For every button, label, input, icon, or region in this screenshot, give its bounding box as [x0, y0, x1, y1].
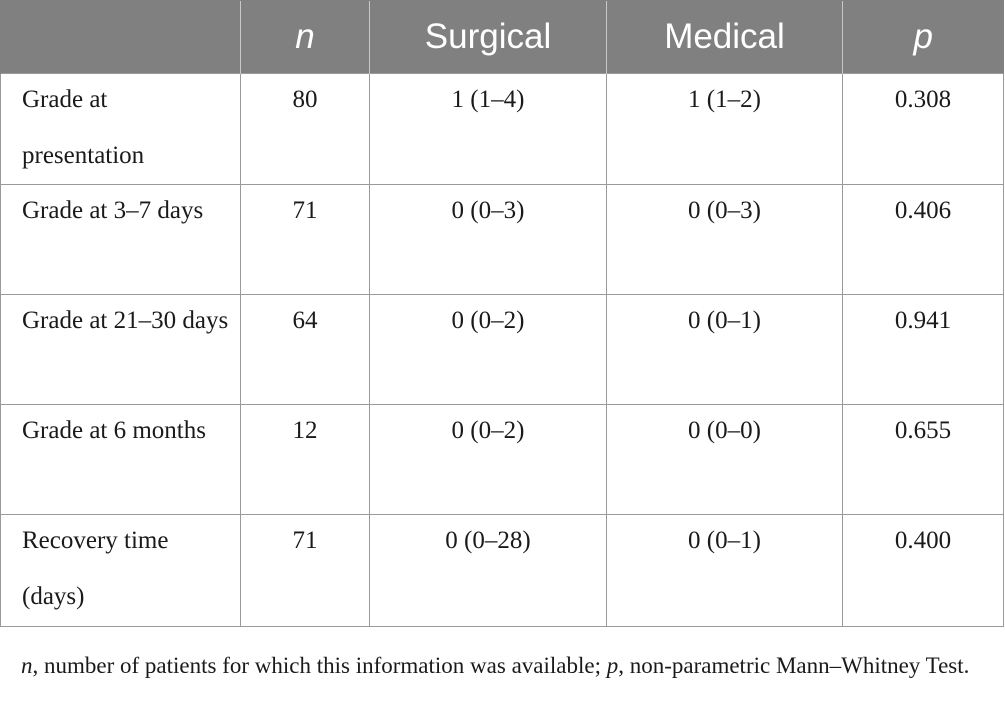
cell-medical-text: 1 (1–2): [688, 86, 761, 113]
row-label: [1, 74, 241, 185]
table-row: [1, 515, 1004, 627]
row-label-text: Grade at 6 months: [22, 417, 206, 444]
cell-medical: [607, 295, 843, 405]
cell-n-text: 71: [292, 197, 318, 224]
cell-p-text: 0.400: [894, 527, 952, 554]
table-footnote: [21, 649, 981, 682]
cell-medical: [607, 185, 843, 295]
cell-p: [843, 405, 1004, 515]
table-row: [1, 74, 1004, 185]
row-label: [1, 185, 241, 295]
cell-n: [241, 74, 370, 185]
header-row: [1, 1, 1004, 74]
cell-medical: [607, 405, 843, 515]
cell-p: [843, 515, 1004, 627]
cell-medical-text: 0 (0–3): [688, 197, 761, 224]
cell-n: [241, 515, 370, 627]
footnote-n-symbol: n: [21, 653, 33, 678]
cell-n-text: 64: [292, 307, 318, 334]
header-surgical: Surgical: [370, 1, 607, 74]
cell-p-text: 0.308: [894, 86, 952, 113]
cell-n-text: 12: [292, 417, 318, 444]
row-label: [1, 515, 241, 627]
cell-p-text: 0.655: [894, 417, 952, 444]
cell-medical-text: 0 (0–1): [688, 527, 761, 554]
row-label-text: Grade at 3–7 days: [22, 197, 204, 224]
row-label-text: Grade at presentation: [22, 86, 145, 169]
cell-medical-text: 0 (0–1): [688, 307, 761, 334]
cell-p: [843, 74, 1004, 185]
header-n: n: [241, 1, 370, 74]
cell-surgical: [370, 295, 607, 405]
row-label-text: Recovery time (days): [22, 527, 169, 610]
cell-surgical-text: 1 (1–4): [451, 86, 525, 113]
footnote-n-text: , number of patients for which this information was available;: [32, 653, 607, 678]
footnote-p-symbol: p: [606, 653, 619, 678]
cell-p: [843, 185, 1004, 295]
row-label: [1, 405, 241, 515]
cell-n-text: 71: [292, 527, 318, 554]
cell-surgical-text: 0 (0–2): [451, 307, 525, 334]
cell-p-text: 0.406: [894, 197, 952, 224]
cell-surgical-text: 0 (0–2): [451, 417, 525, 444]
cell-p: [843, 295, 1004, 405]
cell-n: [241, 405, 370, 515]
cell-surgical: [370, 515, 607, 627]
cell-p-text: 0.941: [894, 307, 952, 334]
table-row: [1, 405, 1004, 515]
cell-surgical: [370, 405, 607, 515]
header-medical: Medical: [607, 1, 843, 74]
cell-medical: [607, 515, 843, 627]
cell-n: [241, 185, 370, 295]
header-empty: [1, 1, 241, 74]
cell-n-text: 80: [292, 86, 318, 113]
table-row: [1, 295, 1004, 405]
cell-surgical-text: 0 (0–28): [445, 527, 531, 554]
cell-surgical: [370, 74, 607, 185]
footnote-p-text: , non-parametric Mann–Whitney Test.: [618, 653, 970, 678]
header-p: p: [843, 1, 1004, 74]
cell-medical: [607, 74, 843, 185]
cell-surgical: [370, 185, 607, 295]
cell-medical-text: 0 (0–0): [688, 417, 761, 444]
row-label: [1, 295, 241, 405]
row-label-text: Grade at 21–30 days: [22, 307, 229, 334]
cell-surgical-text: 0 (0–3): [451, 197, 525, 224]
table-row: [1, 185, 1004, 295]
cell-n: [241, 295, 370, 405]
